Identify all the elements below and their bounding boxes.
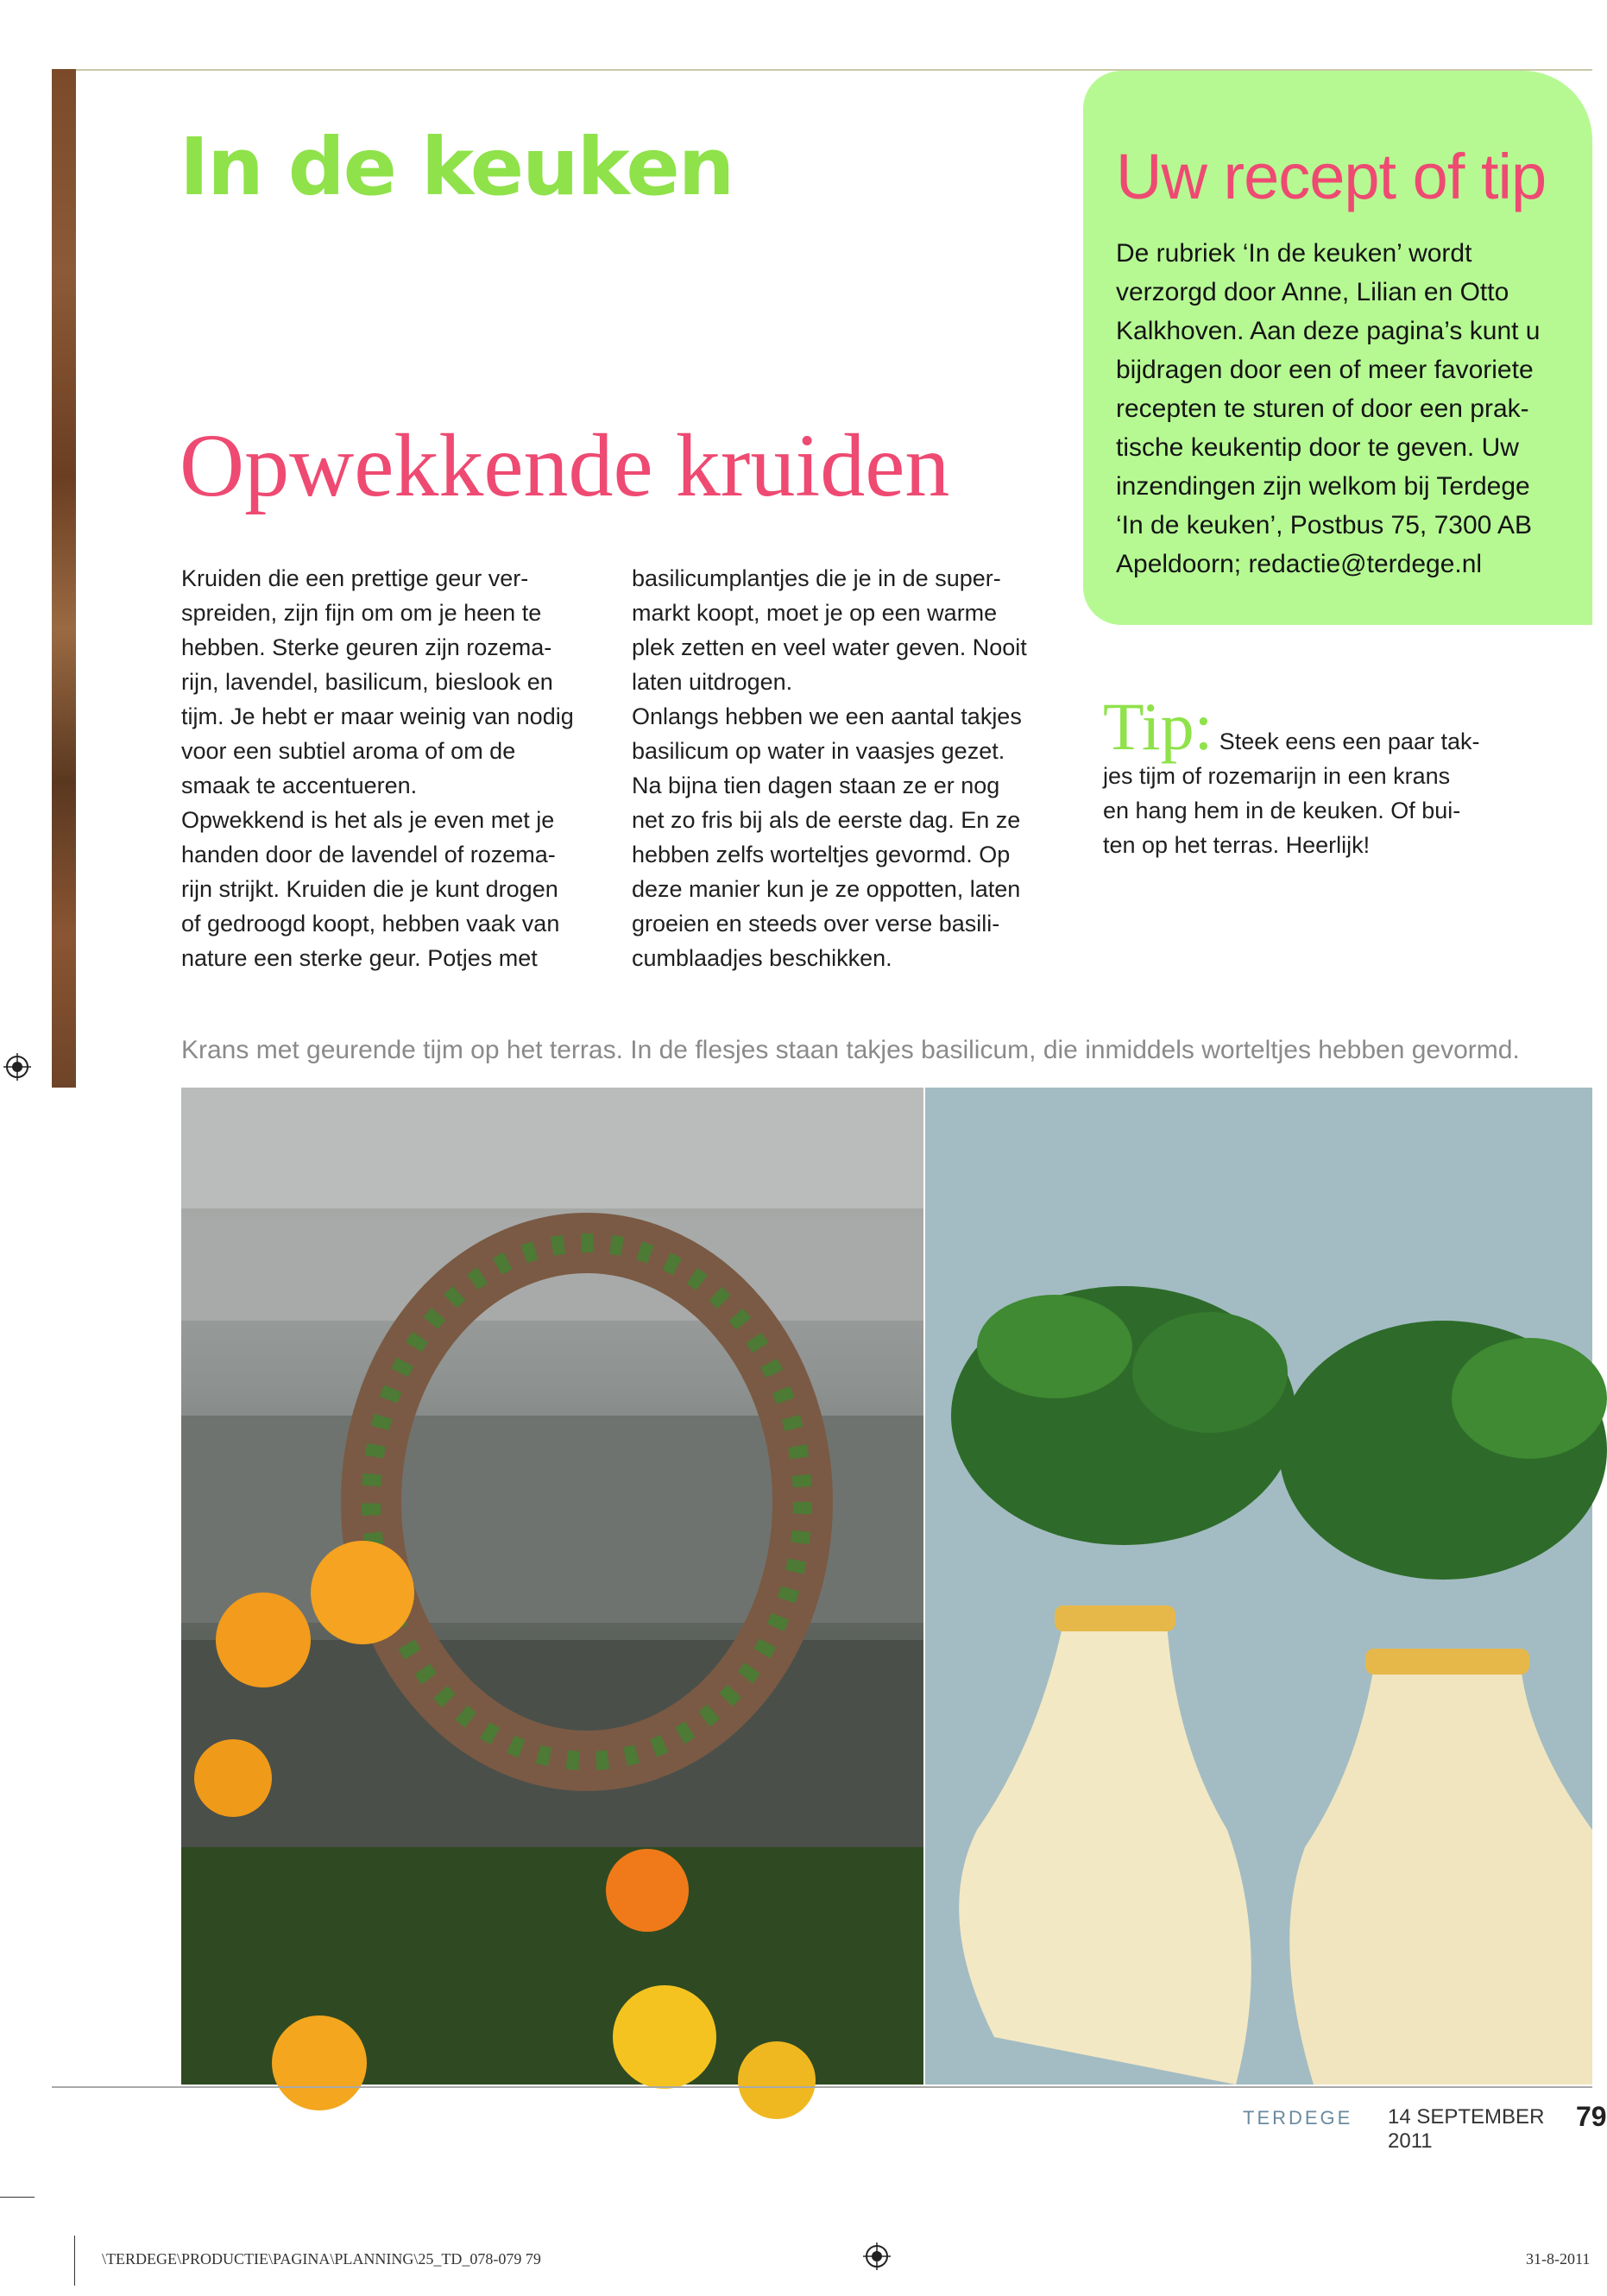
footer-date: 14 SEPTEMBER 2011 — [1388, 2105, 1545, 2153]
body-line: tijm. Je hebt er maar weinig van nodig — [181, 703, 574, 729]
body-line: markt koopt, moet je op een warme — [632, 600, 998, 626]
facing-page-photo-strip — [52, 69, 76, 1088]
crop-mark — [74, 2236, 75, 2286]
body-line: nature een sterke geur. Potjes met — [181, 945, 538, 971]
body-line: spreiden, zijn fijn om om je heen te — [181, 600, 542, 626]
sidebar-line: inzendingen zijn welkom bij Terdege — [1116, 472, 1530, 501]
crop-mark — [0, 2197, 35, 2198]
sidebar-line: ‘In de keuken’, Postbus 75, 7300 AB — [1116, 511, 1533, 539]
print-date: 31-8-2011 — [1526, 2250, 1591, 2268]
photo-caption: Krans met geurende tijm op het terras. In de flesjes staan takjes basilicum, die inmiddels worteltjes hebben gevormd. — [181, 1036, 1520, 1064]
tip-line: en hang hem in de keuken. Of bui- — [1103, 798, 1461, 823]
body-line: basilicum op water in vaasjes gezet. — [632, 738, 1005, 764]
sidebar-line: tische keukentip door te geven. Uw — [1116, 433, 1519, 462]
body-line: groeien en steeds over verse basili- — [632, 911, 1000, 937]
body-line: deze manier kun je ze oppotten, laten — [632, 876, 1021, 902]
article-title: Opwekkende kruiden — [180, 416, 950, 515]
basil-vases-photo — [925, 1088, 1592, 2085]
body-line: laten uitdrogen. — [632, 669, 793, 695]
sidebar-line: verzorgd door Anne, Lilian en Otto — [1116, 278, 1509, 306]
footer-brand: TERDEGE — [1243, 2107, 1353, 2129]
sidebar-line: De rubriek ‘In de keuken’ wordt — [1116, 239, 1472, 268]
body-line: cumblaadjes beschikken. — [632, 945, 892, 971]
body-line: plek zetten en veel water geven. Nooit — [632, 634, 1027, 660]
page-border-bottom — [52, 2086, 1592, 2088]
tip-line: Steek eens een paar tak- — [1219, 729, 1480, 754]
body-line: of gedroogd koopt, hebben vaak van — [181, 911, 560, 937]
body-line: rijn, lavendel, basilicum, bieslook en — [181, 669, 553, 695]
body-line: hebben. Sterke geuren zijn rozema- — [181, 634, 552, 660]
body-line: voor een subtiel aroma of om de — [181, 738, 516, 764]
body-line: rijn strijkt. Kruiden die je kunt drogen — [181, 876, 558, 902]
article-column-1 — [181, 561, 606, 975]
body-line: Na bijna tien dagen staan ze er nog — [632, 773, 1000, 798]
tip-first-line — [1103, 689, 1509, 764]
article-column-2 — [632, 561, 1056, 975]
print-file-path: \TERDEGE\PRODUCTIE\PAGINA\PLANNING\25_TD_078-079 79 — [102, 2250, 541, 2268]
basil-vases-illustration — [925, 1088, 1592, 2085]
tip-line: ten op het terras. Heerlijk! — [1103, 832, 1371, 858]
body-line: Opwekkend is het als je even met je — [181, 807, 555, 833]
sidebar-line: bijdragen door een of meer favoriete — [1116, 356, 1534, 384]
sidebar-title: Uw recept of tip — [1116, 141, 1547, 212]
body-line: Onlangs hebben we een aantal takjes — [632, 703, 1022, 729]
sidebar-line: Apeldoorn; redactie@terdege.nl — [1116, 550, 1483, 578]
wreath-illustration — [181, 1088, 923, 2085]
registration-mark-icon — [3, 1053, 31, 1081]
wreath-photo — [181, 1088, 923, 2085]
body-line: basilicumplantjes die je in de super- — [632, 565, 1001, 591]
sidebar-body — [1116, 234, 1566, 583]
registration-mark-icon — [863, 2242, 891, 2270]
page-number: 79 — [1576, 2101, 1607, 2132]
tip-box — [1103, 689, 1509, 862]
body-line: hebben zelfs worteltjes gevormd. Op — [632, 842, 1011, 867]
sidebar-line: recepten te sturen of door een prak- — [1116, 394, 1529, 423]
body-line: smaak te accentueren. — [181, 773, 418, 798]
body-line: Kruiden die een prettige geur ver- — [181, 565, 529, 591]
tip-line: jes tijm of rozemarijn in een krans — [1103, 763, 1451, 789]
sidebar-line: Kalkhoven. Aan deze pagina’s kunt u — [1116, 317, 1541, 345]
body-line: net zo fris bij als de eerste dag. En ze — [632, 807, 1021, 833]
body-line: handen door de lavendel of rozema- — [181, 842, 556, 867]
section-title: In de keuken — [180, 121, 734, 213]
recipe-tip-sidebar — [1083, 71, 1592, 625]
tip-label: Tip: — [1103, 689, 1213, 764]
